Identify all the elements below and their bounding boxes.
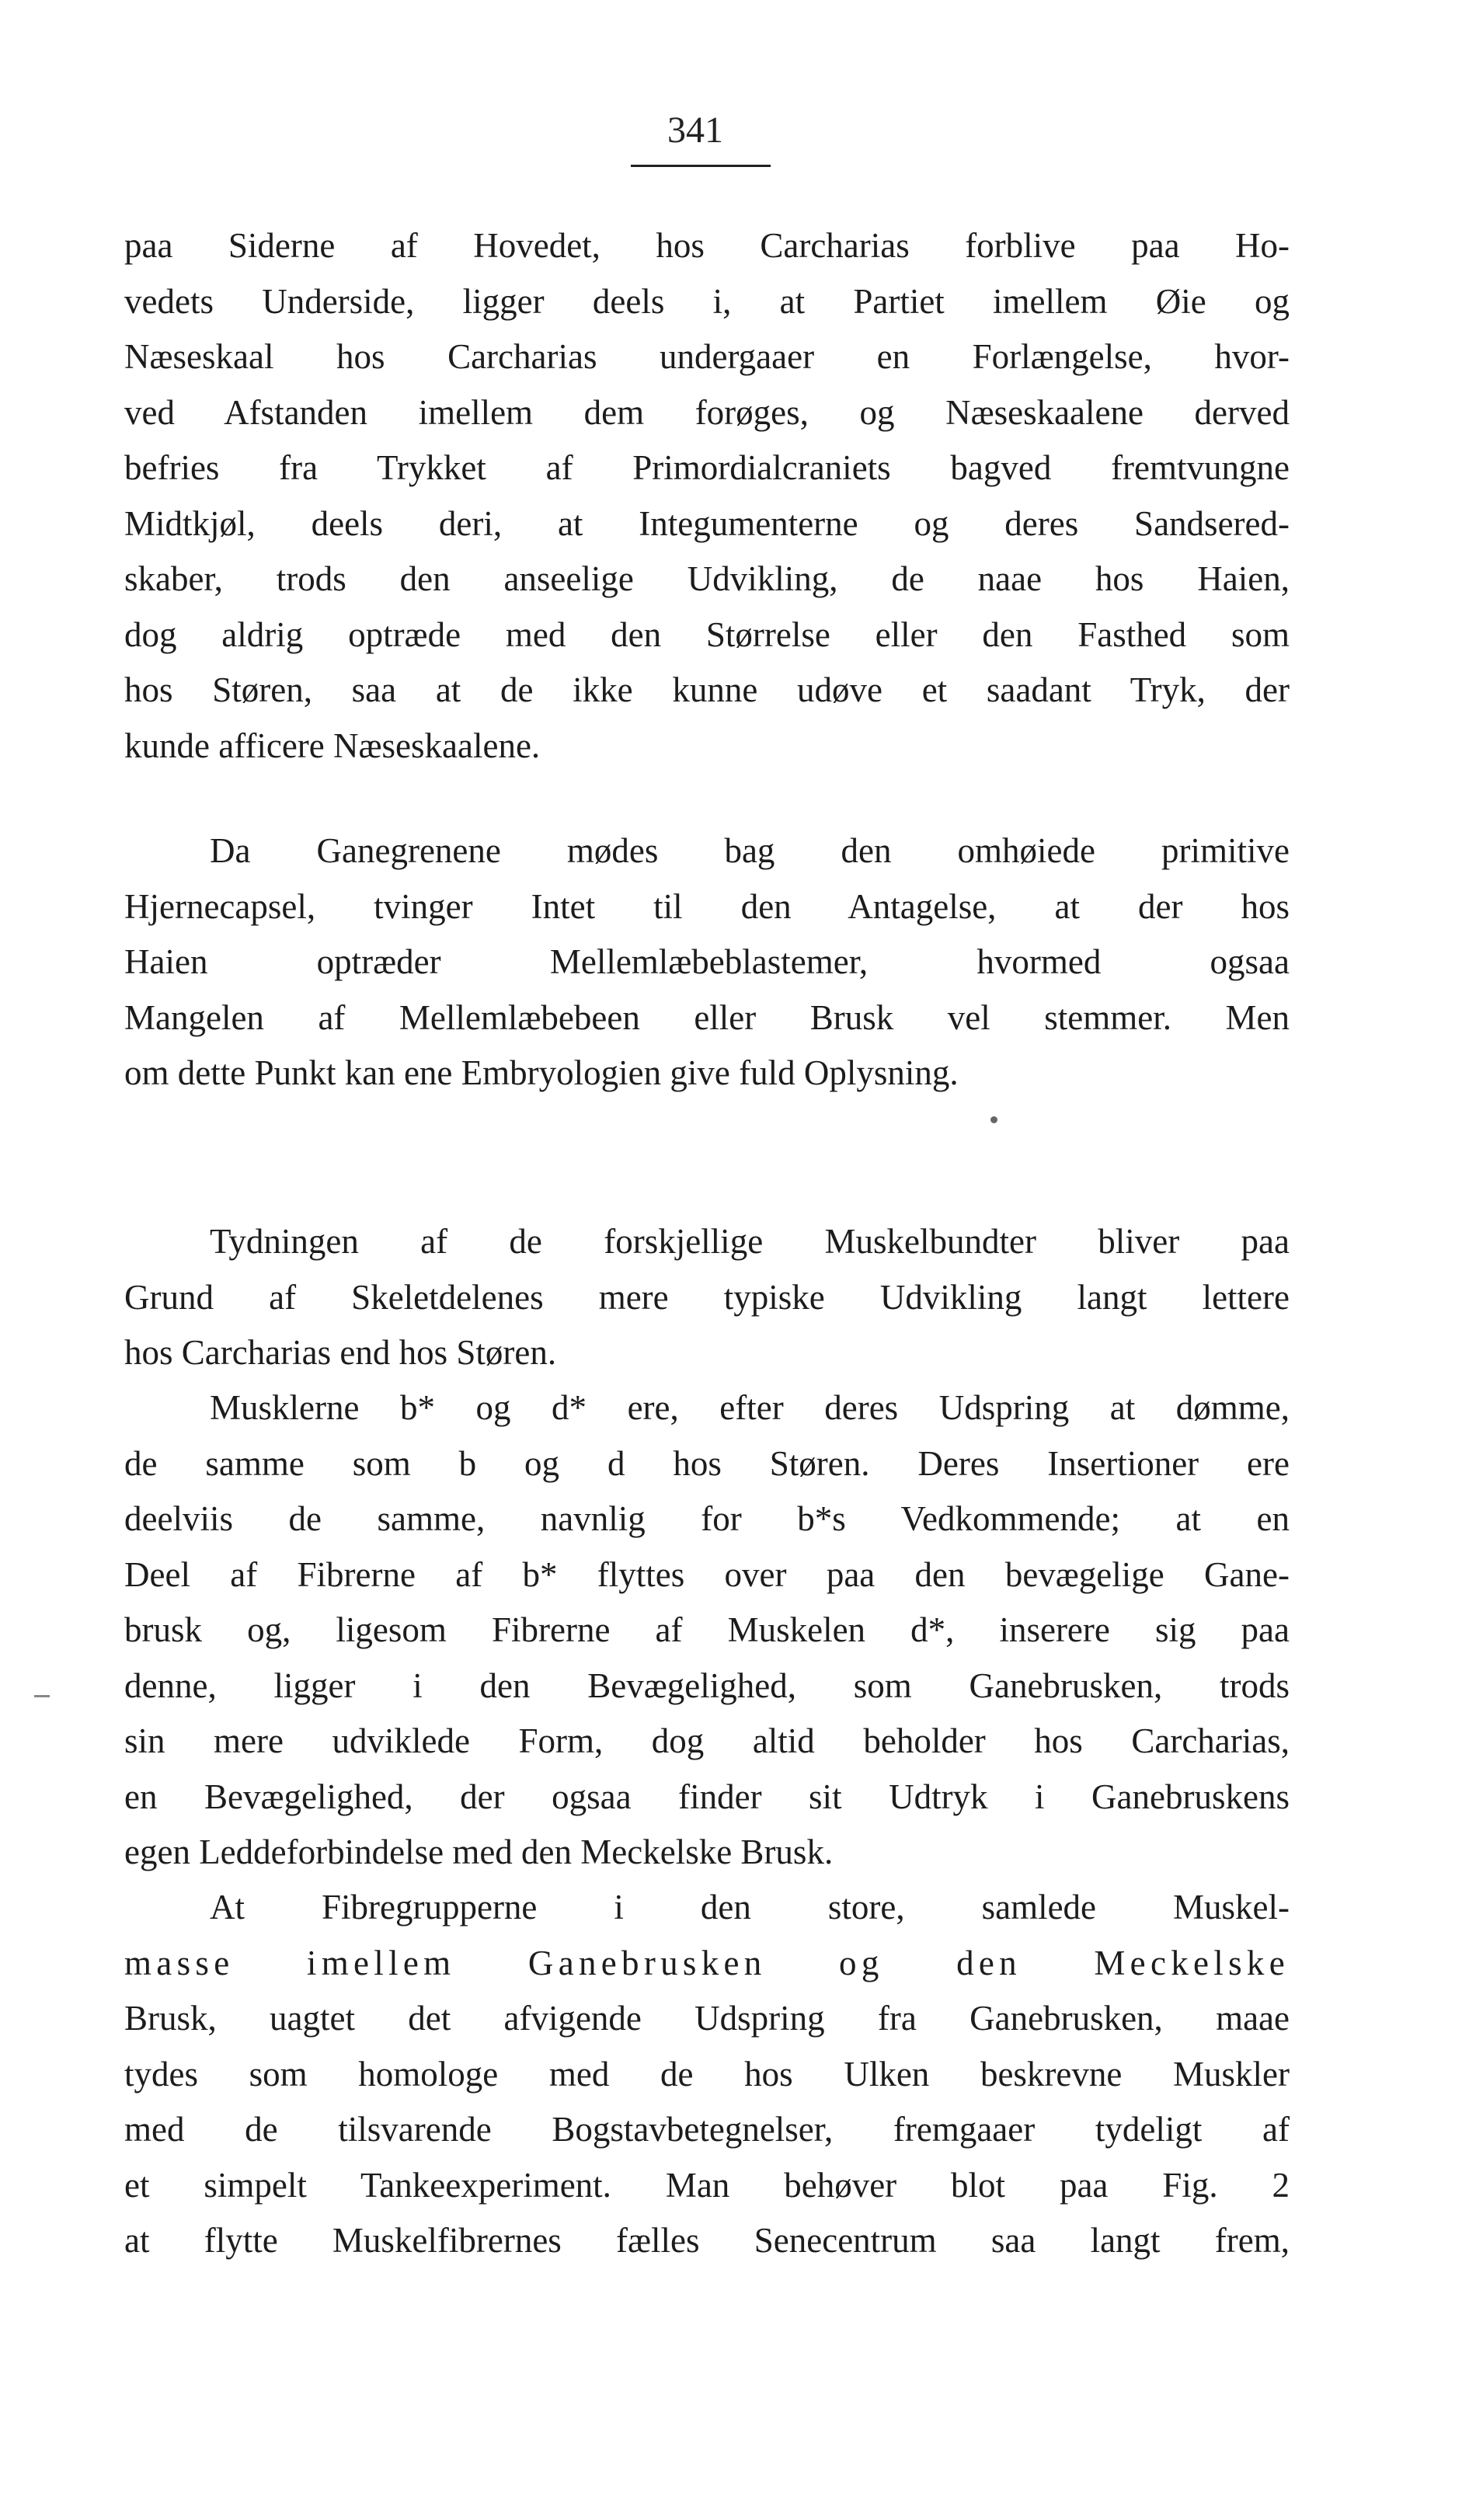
- ink-speck: [990, 1116, 997, 1123]
- text-line: befries fra Trykket af Primordialcraniets bagved fremtvungne: [124, 448, 1290, 487]
- text-line: Brusk, uagtet det afvigende Udspring fra Ganebrusken, maae: [124, 1999, 1290, 2038]
- text-line: denne, ligger i den Bevægelighed, som Ganebrusken, trods: [124, 1665, 1290, 1705]
- paragraph-5: [124, 1880, 1290, 2269]
- text-line: Midtkjøl, deels deri, at Integumenterne og deres Sandsered-: [124, 503, 1290, 543]
- text-line: et simpelt Tankeexperiment. Man behøver blot paa Fig. 2: [124, 2165, 1290, 2205]
- text-line: en Bevægelighed, der ogsaa finder sit Udtryk i Ganebruskens: [124, 1777, 1290, 1816]
- text-line: Haien optræder Mellemlæbeblastemer, hvormed ogsaa: [124, 942, 1290, 981]
- text-line: dog aldrig optræde med den Størrelse eller den Fasthed som: [124, 614, 1290, 654]
- text-line: at flytte Muskelfibrernes fælles Senecentrum saa langt frem,: [124, 2221, 1290, 2260]
- page-number-rule: [631, 165, 771, 167]
- text-line: de samme som b og d hos Støren. Deres Insertioner ere: [124, 1443, 1290, 1483]
- margin-mark: [34, 1695, 50, 1697]
- text-line: hos Carcharias end hos Støren.: [124, 1333, 557, 1372]
- text-line: deelviis de samme, navnlig for b*s Vedkommende; at en: [124, 1499, 1290, 1538]
- text-line: Hjernecapsel, tvinger Intet til den Antagelse, at der hos: [124, 886, 1290, 926]
- text-line: kunde afficere Næseskaalene.: [124, 726, 541, 765]
- text-line: hos Støren, saa at de ikke kunne udøve et saadant Tryk, der: [124, 670, 1290, 709]
- text-line: Grund af Skeletdelenes mere typiske Udvikling langt lettere: [124, 1277, 1290, 1317]
- page-number: 341: [667, 110, 723, 151]
- text-line: tydes som homologe med de hos Ulken beskrevne Muskler: [124, 2054, 1290, 2094]
- text-line: med de tilsvarende Bogstavbetegnelser, fremgaaer tydeligt af: [124, 2110, 1290, 2149]
- text-line: vedets Underside, ligger deels i, at Partiet imellem Øie og: [124, 281, 1290, 321]
- text-line: Musklerne b* og d* ere, efter deres Udspring at dømme,: [210, 1388, 1290, 1427]
- text-line: Deel af Fibrerne af b* flyttes over paa den bevægelige Gane-: [124, 1554, 1290, 1594]
- text-line: ved Afstanden imellem dem forøges, og Næseskaalene derved: [124, 392, 1290, 432]
- text-line: At Fibregrupperne i den store, samlede Muskel-: [210, 1888, 1290, 1927]
- text-line: paa Siderne af Hovedet, hos Carcharias forblive paa Ho-: [124, 226, 1290, 265]
- text-line: Tydningen af de forskjellige Muskelbundter bliver paa: [210, 1222, 1290, 1261]
- paragraph-4: [124, 1380, 1290, 1881]
- text-line: masse imellem Ganebrusken og den Meckelske: [124, 1943, 1290, 1982]
- text-line: sin mere udviklede Form, dog altid beholder hos Carcharias,: [124, 1721, 1290, 1760]
- paragraph-1: [124, 218, 1290, 774]
- text-line: brusk og, ligesom Fibrerne af Muskelen d*, inserere sig paa: [124, 1610, 1290, 1649]
- text-line: om dette Punkt kan ene Embryologien give fuld Oplysning.: [124, 1053, 959, 1092]
- paragraph-2: [124, 823, 1290, 1102]
- text-line: Mangelen af Mellemlæbebeen eller Brusk vel stemmer. Men: [124, 997, 1290, 1037]
- text-line: egen Leddeforbindelse med den Meckelske Brusk.: [124, 1833, 834, 1871]
- text-line: Næseskaal hos Carcharias undergaaer en Forlængelse, hvor-: [124, 337, 1290, 376]
- text-line: Da Ganegrenene mødes bag den omhøiede primitive: [210, 831, 1290, 870]
- text-line: skaber, trods den anseelige Udvikling, de naae hos Haien,: [124, 559, 1290, 598]
- paragraph-3: [124, 1214, 1290, 1381]
